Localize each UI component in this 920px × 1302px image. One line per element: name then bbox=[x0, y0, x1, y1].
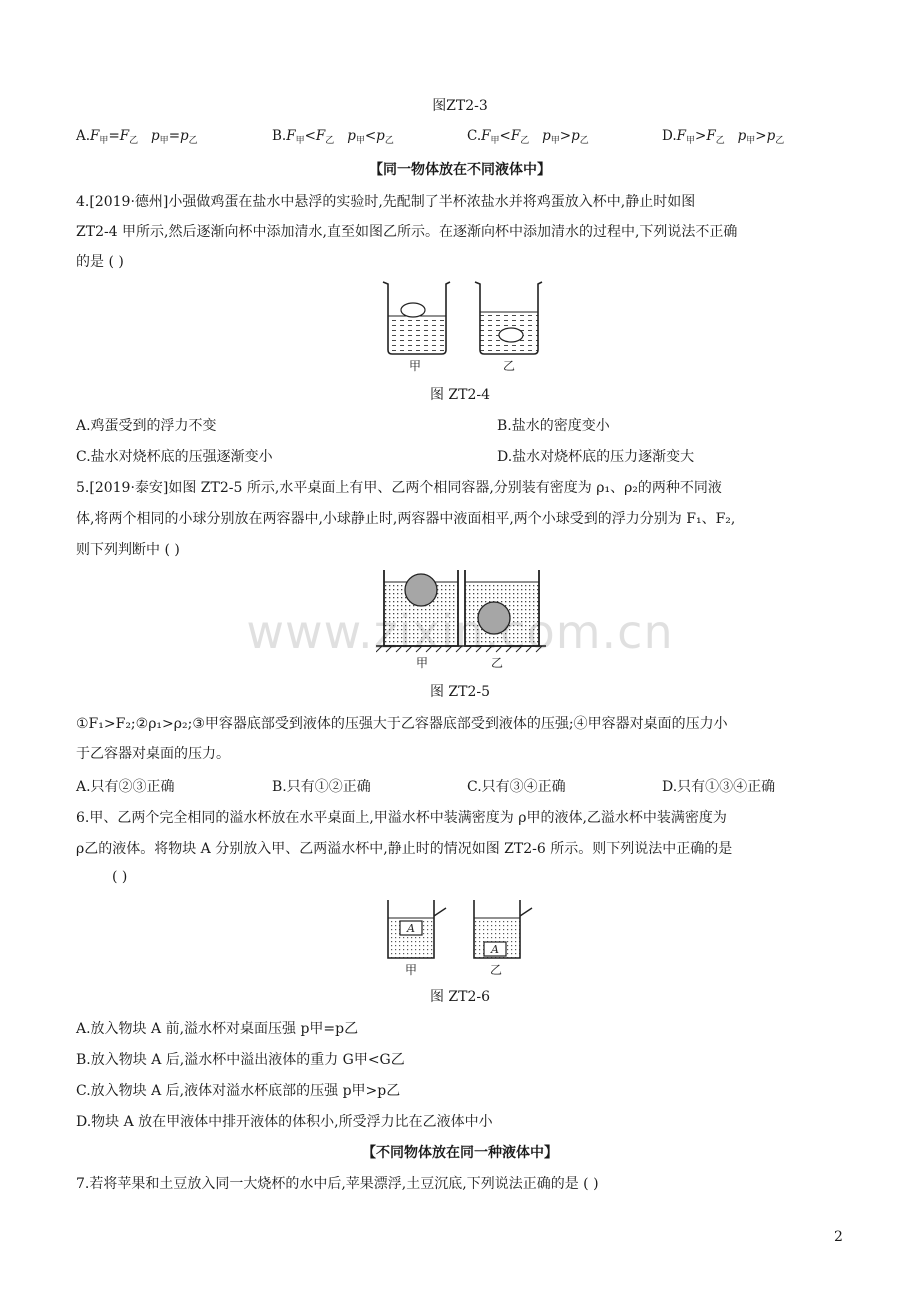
q3-option-b: $B.F_甲<F_乙$ $p_甲<p_乙$ bbox=[272, 128, 394, 146]
fig4-label-yi: 乙 bbox=[503, 359, 516, 373]
q3-option-a: $A.F_甲=F_乙$ $p_甲=p_乙$ bbox=[76, 128, 198, 146]
svg-text:A: A bbox=[491, 943, 499, 956]
q5-option-a: A.只有②③正确 bbox=[76, 779, 175, 795]
beaker-jia bbox=[383, 282, 450, 354]
q6-option-c: C.放入物块 A 后,液体对溢水杯底部的压强 p甲>p乙 bbox=[76, 1083, 401, 1099]
q6-option-d: D.物块 A 放在甲液体中排开液体的体积小,所受浮力比在乙液体中小 bbox=[76, 1114, 493, 1130]
q4-line-1: 4.[2019·德州]小强做鸡蛋在盐水中悬浮的实验时,先配制了半杯浓盐水并将鸡蛋放入杯中,静止时如图 bbox=[76, 194, 696, 210]
q6-line-1: 6.甲、乙两个完全相同的溢水杯放在水平桌面上,甲溢水杯中装满密度为 ρ甲的液体,乙溢水杯中装满密度为 bbox=[76, 810, 727, 826]
fig-zt2-6-caption: 图 ZT2-6 bbox=[429, 989, 491, 1005]
q6-line-3: ( ) bbox=[112, 869, 128, 885]
q3-option-d: $D.F_甲>F_乙$ $p_甲>p_乙$ bbox=[662, 128, 785, 146]
q4-option-b: B.盐水的密度变小 bbox=[497, 418, 610, 434]
fig-zt2-4-caption: 图 ZT2-4 bbox=[429, 387, 491, 403]
watermark: www.zixin.com.cn bbox=[246, 605, 674, 659]
fig6-label-yi: 乙 bbox=[490, 963, 503, 977]
q3-option-c: $C.F_甲<F_乙$ $p_甲>p_乙$ bbox=[467, 128, 589, 146]
figure-zt2-4 bbox=[375, 278, 555, 374]
q4-option-d: D.盐水对烧杯底的压力逐渐变大 bbox=[497, 449, 695, 465]
q6-option-b: B.放入物块 A 后,溢水杯中溢出液体的重力 G甲<G乙 bbox=[76, 1052, 405, 1068]
q4-option-c: C.盐水对烧杯底的压强逐渐变小 bbox=[76, 449, 273, 465]
q5-option-d: D.只有①③④正确 bbox=[662, 779, 776, 795]
q4-line-3: 的是 ( ) bbox=[76, 254, 124, 270]
fig5-label-jia: 甲 bbox=[416, 656, 429, 670]
spout-yi bbox=[520, 908, 532, 916]
q5-line-1: 5.[2019·泰安]如图 ZT2-5 所示,水平桌面上有甲、乙两个相同容器,分别装有密度为 ρ₁、ρ₂的两种不同液 bbox=[76, 480, 722, 496]
q5-statements-2: 于乙容器对桌面的压力。 bbox=[76, 746, 230, 762]
fig6-label-jia: 甲 bbox=[405, 963, 418, 977]
q4-option-a: A.鸡蛋受到的浮力不变 bbox=[76, 418, 217, 434]
egg-jia bbox=[401, 303, 425, 317]
beaker-yi bbox=[475, 282, 542, 354]
section-heading-different-objects: 【不同物体放在同一种液体中】 bbox=[362, 1145, 558, 1161]
page-number: 2 bbox=[834, 1229, 843, 1245]
section-heading-same-object: 【同一物体放在不同液体中】 bbox=[369, 162, 551, 178]
q6-line-2: ρ乙的液体。将物块 A 分别放入甲、乙两溢水杯中,静止时的情况如图 ZT2-6 所示。则下列说法中正确的是 bbox=[76, 841, 733, 857]
q5-option-c: C.只有③④正确 bbox=[467, 779, 566, 795]
fig5-label-yi: 乙 bbox=[491, 656, 504, 670]
q5-statements-1: ①F₁>F₂;②ρ₁>ρ₂;③甲容器底部受到液体的压强大于乙容器底部受到液体的压强;④甲容器对桌面的压力小 bbox=[76, 716, 728, 732]
fig4-label-jia: 甲 bbox=[409, 359, 422, 373]
q7-line-1: 7.若将苹果和土豆放入同一大烧杯的水中后,苹果漂浮,土豆沉底,下列说法正确的是 ( ) bbox=[76, 1176, 599, 1192]
q5-option-b: B.只有①②正确 bbox=[272, 779, 371, 795]
spout-jia bbox=[434, 908, 446, 916]
q5-line-2: 体,将两个相同的小球分别放在两容器中,小球静止时,两容器中液面相平,两个小球受到的浮力分别为 F₁、F₂, bbox=[76, 511, 736, 527]
overflow-cup-yi bbox=[474, 900, 532, 958]
fig-zt2-3-caption: 图ZT2-3 bbox=[432, 98, 488, 114]
fig-zt2-5-caption: 图 ZT2-5 bbox=[429, 684, 491, 700]
overflow-cup-jia bbox=[388, 900, 446, 958]
egg-yi bbox=[499, 328, 523, 342]
q4-line-2: ZT2-4 甲所示,然后逐渐向杯中添加清水,直至如图乙所示。在逐渐向杯中添加清水的过程中,下列说法不正确 bbox=[76, 224, 738, 240]
figure-zt2-6 bbox=[378, 896, 538, 978]
ball-jia bbox=[405, 574, 437, 606]
q5-line-3: 则下列判断中 ( ) bbox=[76, 542, 180, 558]
svg-text:A: A bbox=[407, 922, 415, 935]
q6-option-a: A.放入物块 A 前,溢水杯对桌面压强 p甲=p乙 bbox=[76, 1021, 359, 1037]
